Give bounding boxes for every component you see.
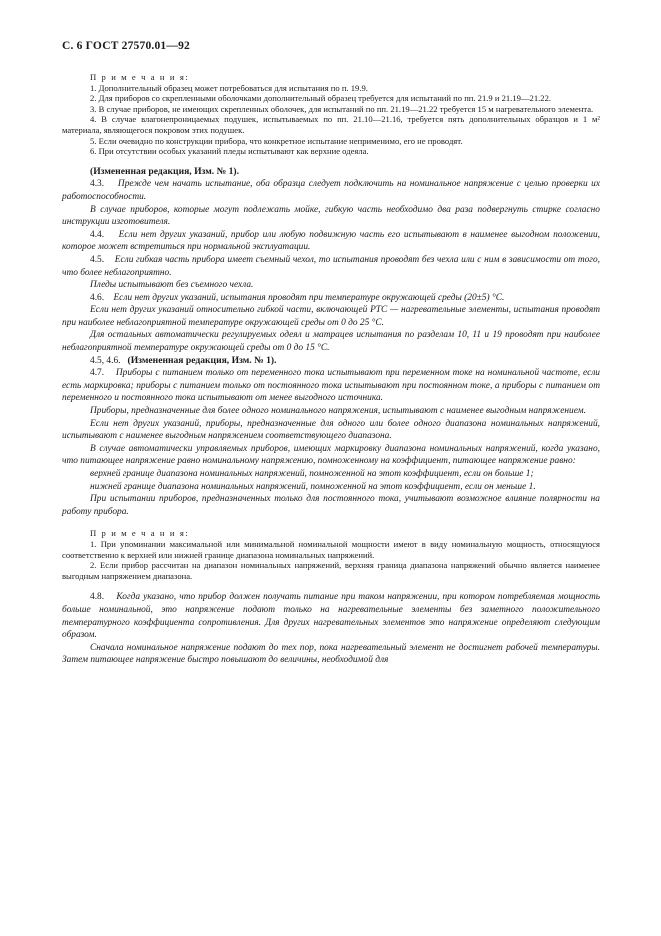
clause-text: В случае автоматически управляемых приборов, имеющих маркировку диапазона номинальных напряжений, когда указано, что питающее напряжение равно номинальному напряжению, помноженному на коэффициент, питающее напряжение равно:: [62, 443, 600, 467]
clause-text: Прежде чем начать испытание, оба образца следует подключить на номинальное напряжение с целью проверки их работоспособности.: [62, 179, 600, 202]
clause-paragraph: [62, 329, 600, 354]
clause-number: 4.7.: [90, 368, 105, 379]
clause-paragraph: [62, 591, 600, 641]
clause-paragraph: [62, 642, 600, 667]
clause-paragraph: [62, 443, 600, 468]
clause-paragraph: [62, 367, 600, 405]
clause-paragraph: [62, 481, 600, 494]
clause-paragraph: [62, 279, 600, 292]
section-a: [62, 178, 600, 354]
clause-text: При испытании приборов, предназначенных только для постоянного тока, учитывают возможное влияние полярности на работу прибора.: [62, 494, 600, 517]
note-item: 4. В случае влагонепроницаемых подушек, испытываемых по пп. 21.10—21.16, требуется пять дополнительных образцов и 1 м² материала, являющегося покровом этих подушек.: [62, 114, 600, 135]
clause-text: Если нет других указаний, испытания проводят при температуре окружающей среды (20±5) °С.: [113, 292, 505, 303]
clause-paragraph: [62, 229, 600, 254]
note-item: 2. Для приборов со скрепленными оболочками дополнительный образец требуется для испытаний по пп. 21.9 и 21.19—21.22.: [90, 93, 552, 104]
clause-number: 4.5, 4.6.: [90, 355, 121, 366]
note-item: 1. При упоминании максимальной или минимальной номинальной мощности имеют в виду номинальную мощность, относящуюся соответственно к верхней или нижней границе диапазона номинальных напряжений.: [62, 538, 600, 560]
clause-text: Для остальных автоматически регулируемых одеял и матрацев испытания по разделам 10, 11 и 19 проводят при наиболее неблагоприятной температуре окружающей среды от 0 до 15 °С.: [62, 330, 600, 354]
clause-text: Сначала номинальное напряжение подают до тех пор, пока нагревательный элемент не достигнет рабочей температуры. Затем питающее напряжение быстро повышают до величины, необходимой для: [62, 642, 600, 666]
clause-paragraph: [62, 292, 600, 305]
clause-text: Когда указано, что прибор должен получать питание при таком напряжении, при котором потребляемая мощность больше номинальной, это напряжение подают только на нагревательные элементы без заметного положительного температурного коэффициента сопротивления. Для других нагревательных элементов это напряжение определяют следующим образом.: [62, 592, 600, 641]
clause-number: 4.6.: [90, 292, 105, 303]
notes-block-2: [62, 528, 600, 581]
section-c: [62, 591, 600, 667]
amendment-note: (Измененная редакция, Изм. № 1).: [90, 165, 240, 177]
clause-text: Приборы, предназначенные для более одного номинального напряжения, испытывают с наименее выгодным напряжением.: [90, 406, 586, 417]
page-content: [62, 72, 600, 667]
page-header: С. 6 ГОСТ 27570.01—92: [62, 40, 190, 52]
clause-paragraph: [62, 204, 600, 229]
clause-paragraph: [62, 178, 600, 203]
clause-paragraph: [62, 304, 600, 329]
clause-paragraph: [62, 254, 600, 279]
clause-text: верхней границе диапазона номинальных напряжений, помноженной на этот коэффициент, если он больше 1;: [90, 469, 534, 479]
notes-heading: П р и м е ч а н и я:: [90, 72, 190, 82]
clause-text: Если нет других указаний относительно гибкой части, включающей PTC — нагревательные элементы, испытания проводят при наиболее неблагоприятной температуре окружающей среды от 0 до 25 °С.: [62, 305, 600, 328]
clause-text: Приборы с питанием только от переменного тока испытывают при переменном токе на номинальной частоте, если есть маркировка; приборы с питанием только от постоянного тока испытывают при постоянном токе, а приборы с питанием от переменного и постоянного тока испытывают от менее выгодного источника.: [62, 368, 600, 404]
note-item: 3. В случае приборов, не имеющих скрепленных оболочек, для испытаний по пп. 21.19—21.22 требуется 15 м нагревательного элемента.: [90, 103, 594, 114]
amendment-note: (Измененная редакция, Изм. № 1).: [127, 354, 277, 366]
notes-block-1: [62, 72, 600, 157]
note-item: 5. Если очевидно по конструкции прибора, что конкретное испытание неприменимо, его не проводят.: [90, 135, 463, 146]
clause-number: 4.5.: [90, 254, 105, 265]
notes-heading: П р и м е ч а н и я:: [90, 528, 190, 539]
clause-number: 4.4.: [90, 229, 105, 240]
note-item: 6. При отсутствии особых указаний пледы испытывают как верхние одеяла.: [90, 146, 369, 157]
clause-text: Если нет других указаний, прибор или любую подвижную часть его испытывают в наименее выгодном положении, которое может встретиться при нормальной эксплуатации.: [62, 229, 600, 253]
clause-paragraph: [62, 418, 600, 443]
clause-text: Если нет других указаний, приборы, предназначенные для одного или более одного диапазона номинальных напряжений, испытывают с наименее выгодным напряжением соответствующего диапазона.: [62, 418, 600, 442]
clause-text: Пледы испытывают без съемного чехла.: [90, 280, 254, 291]
note-item: 1. Дополнительный образец может потребоваться для испытания по п. 19.9.: [90, 82, 368, 93]
clause-paragraph: [62, 493, 600, 518]
clause-text: Если гибкая часть прибора имеет съемный чехол, то испытания проводят без чехла или с ним в зависимости от того, что более неблагоприятно.: [62, 254, 600, 278]
note-item: 2. Если прибор рассчитан на диапазон номинальных напряжений, верхняя граница диапазона напряжений обычно является наименее выгодным напряжением диапазона.: [62, 560, 600, 581]
clause-number: 4.3.: [90, 179, 105, 190]
clause-paragraph: [62, 405, 600, 418]
section-b: [62, 367, 600, 518]
amendment-line: [62, 355, 600, 368]
clause-text: В случае приборов, которые могут подлежать мойке, гибкую часть необходимо два раза подвергнуть стирке согласно инструкции изготовителя.: [62, 204, 600, 228]
clause-paragraph: [62, 468, 600, 481]
clause-number: 4.8.: [90, 592, 105, 603]
clause-text: нижней границе диапазона номинальных напряжений, помноженной на этот коэффициент, если он меньше 1.: [90, 481, 536, 492]
